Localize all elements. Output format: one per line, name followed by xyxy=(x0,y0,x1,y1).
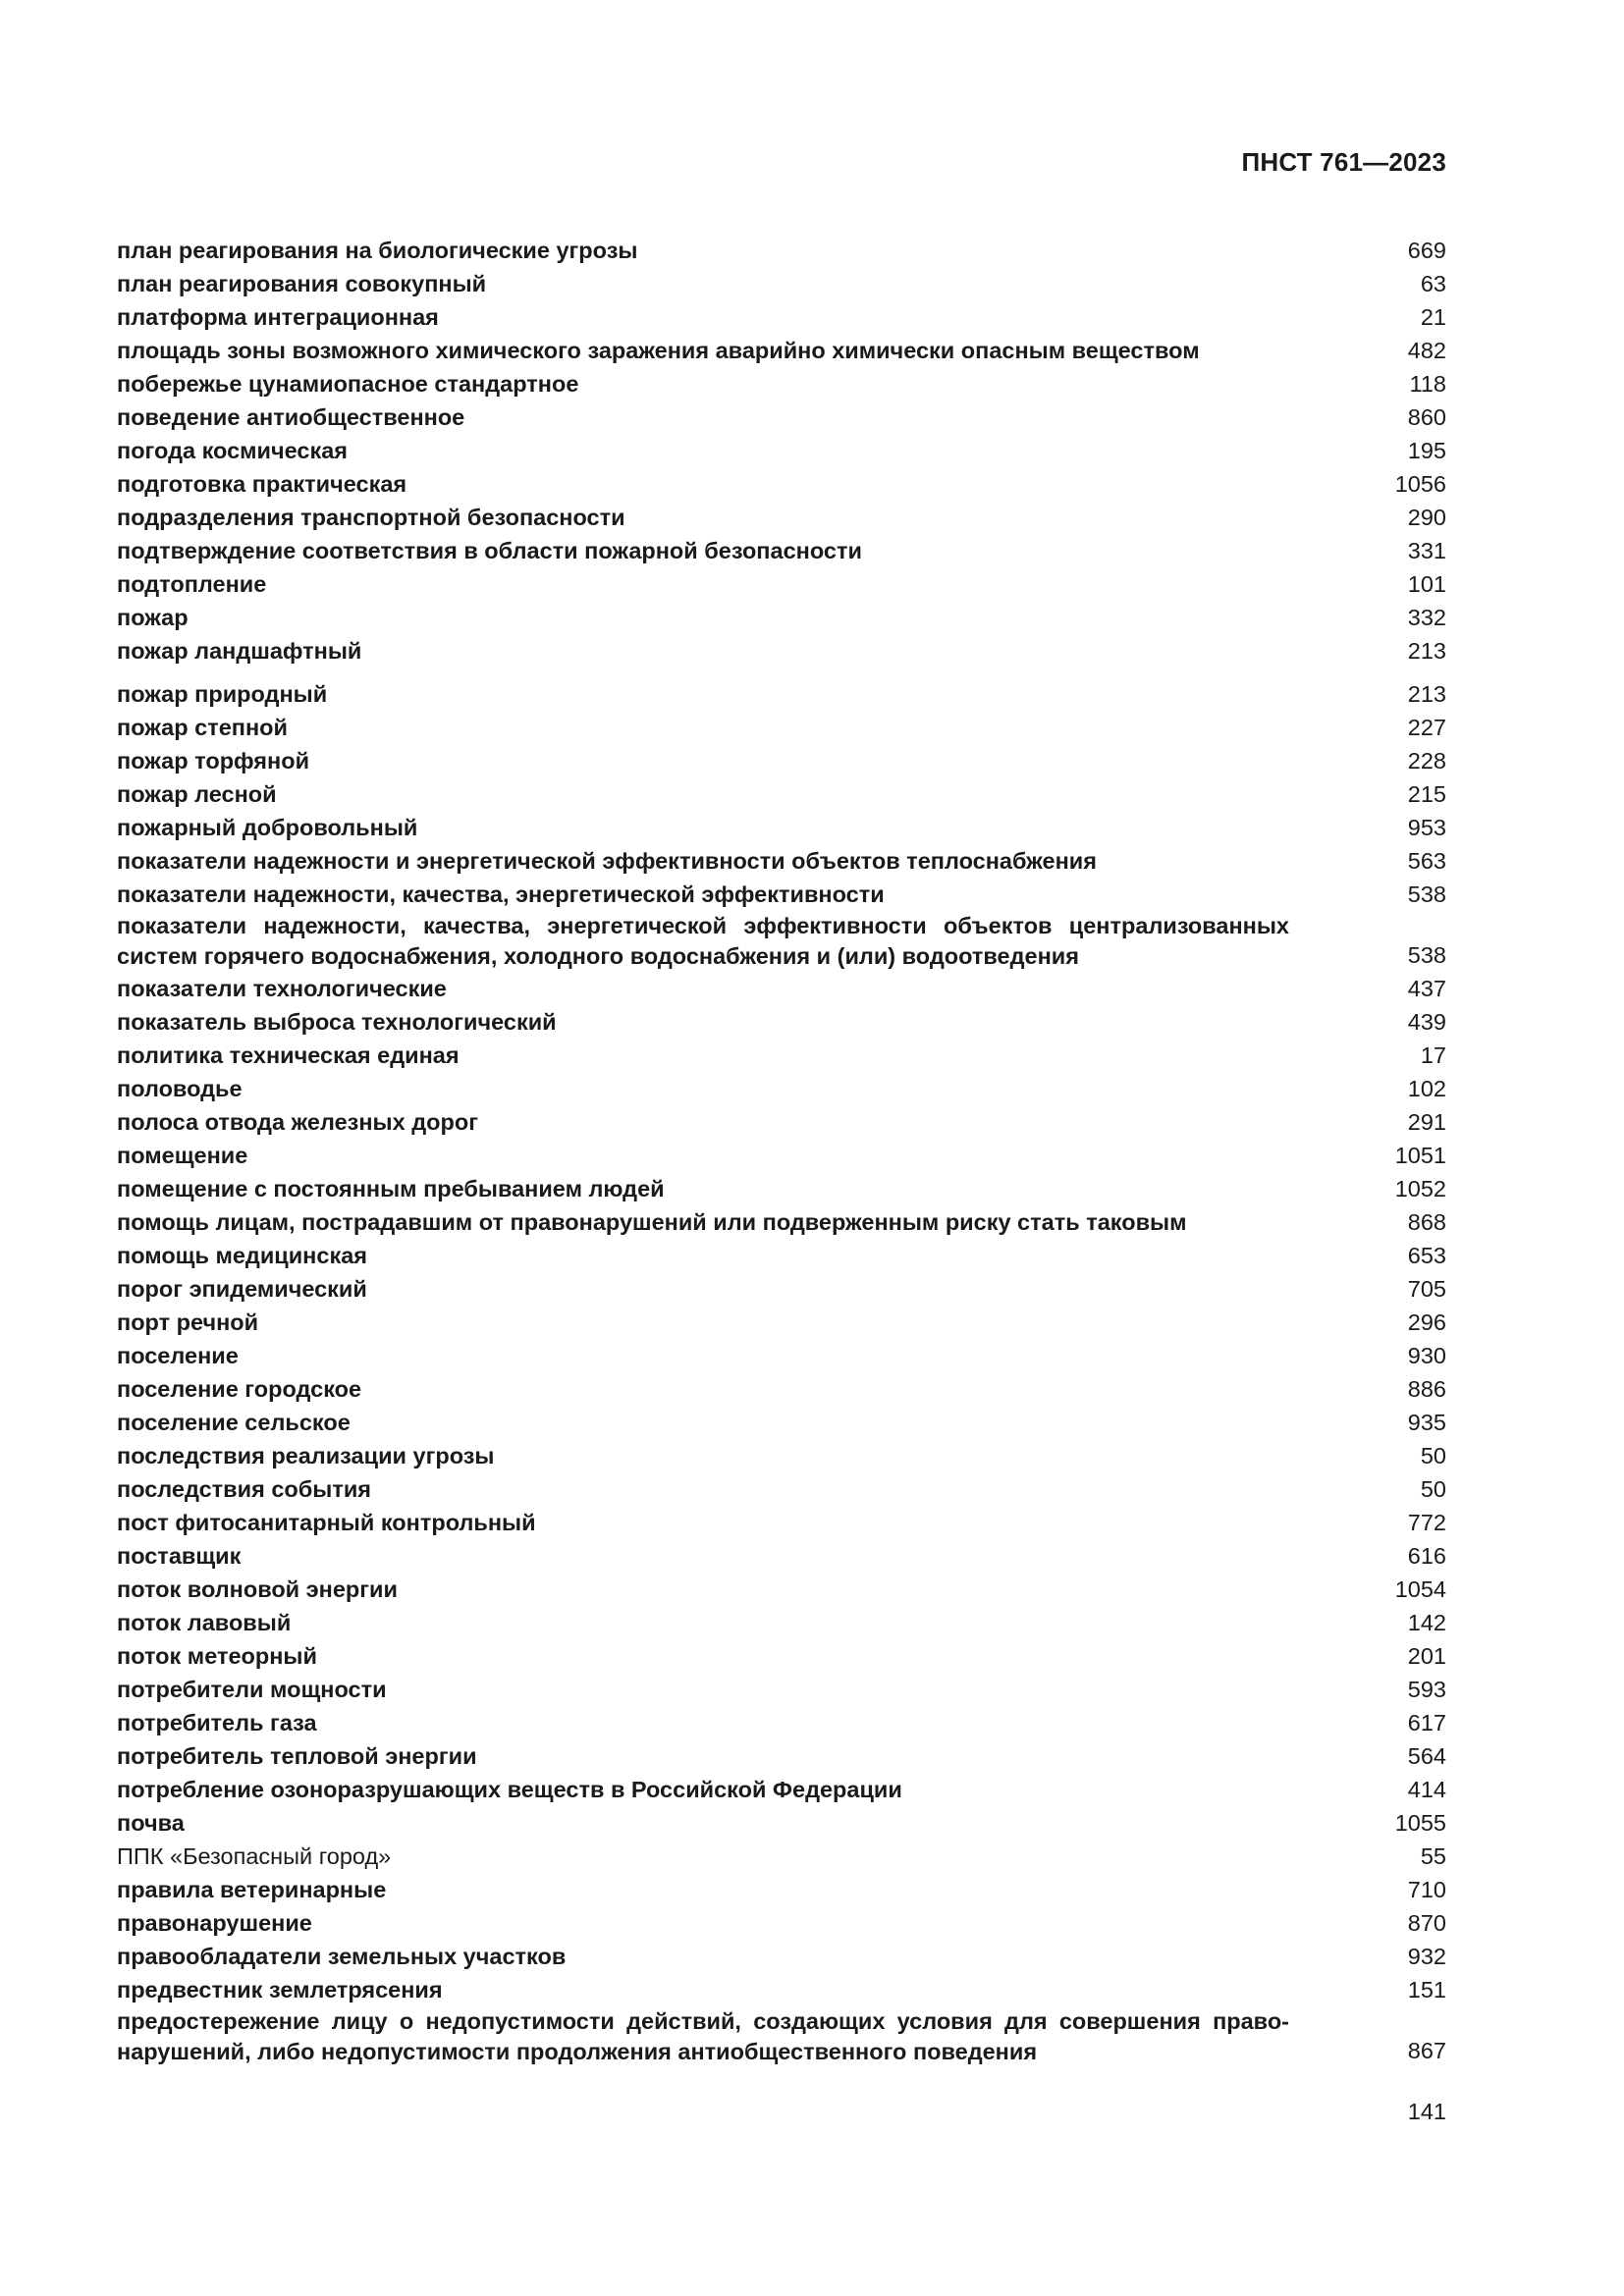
index-page-ref: 215 xyxy=(1407,781,1446,807)
index-term: пожарный добровольный xyxy=(117,815,418,840)
index-entry xyxy=(117,1773,1446,1806)
index-entry xyxy=(117,744,1446,777)
index-term: помещение xyxy=(117,1143,248,1168)
index-term: подготовка практическая xyxy=(117,471,407,497)
index-term: показатели надежности и энергетической эффективности объектов теплоснабжения xyxy=(117,848,1097,874)
index-term: помещение с постоянным пребыванием людей xyxy=(117,1176,665,1201)
index-entry xyxy=(117,1673,1446,1706)
index-entry xyxy=(117,1639,1446,1673)
index-term: подтверждение соответствия в области пожарной безопасности xyxy=(117,538,862,563)
index-page-ref: 63 xyxy=(1420,271,1446,296)
index-term: пожар ландшафтный xyxy=(117,638,362,664)
index-term: потребление озоноразрушающих веществ в Российской Федерации xyxy=(117,1777,902,1802)
index-page-ref: 932 xyxy=(1407,1944,1446,1969)
index-entry xyxy=(117,1606,1446,1639)
index-entry xyxy=(117,1306,1446,1339)
index-page-ref: 953 xyxy=(1407,815,1446,840)
index-page-ref: 50 xyxy=(1420,1476,1446,1502)
index-page-ref: 616 xyxy=(1407,1543,1446,1569)
index-page-ref: 55 xyxy=(1420,1843,1446,1869)
index-term: поселение городское xyxy=(117,1376,362,1402)
index-entry xyxy=(117,467,1446,501)
index-page-ref: 1051 xyxy=(1394,1143,1446,1168)
index-page-ref: 772 xyxy=(1407,1510,1446,1535)
index-page-ref: 437 xyxy=(1407,976,1446,1001)
index-term: пожар xyxy=(117,605,189,630)
index-term: платформа интеграционная xyxy=(117,304,439,330)
index-entry xyxy=(117,1439,1446,1472)
index-page-ref: 710 xyxy=(1407,1877,1446,1902)
index-page-ref: 1054 xyxy=(1394,1576,1446,1602)
index-entry xyxy=(117,1339,1446,1372)
index-term: площадь зоны возможного химического заражения аварийно химически опасным веществом xyxy=(117,338,1200,363)
index-entry xyxy=(117,601,1446,634)
index-term: помощь медицинская xyxy=(117,1243,367,1268)
index-entry xyxy=(117,777,1446,811)
index-term: поселение xyxy=(117,1343,239,1368)
index-term: пожар природный xyxy=(117,681,328,707)
index-entry xyxy=(117,1239,1446,1272)
index-term: предвестник землетрясения xyxy=(117,1977,443,2002)
index-entry xyxy=(117,677,1446,711)
subject-index xyxy=(117,234,1446,2067)
index-term: потребитель тепловой энергии xyxy=(117,1743,477,1769)
index-term: показатели надежности, качества, энергетической эффективности объектов централизованных систем горячего водоснабжения, холодного водоснабжения и (или) водоотведения xyxy=(117,913,1289,969)
index-page-ref: 227 xyxy=(1407,715,1446,740)
index-page-ref: 50 xyxy=(1420,1443,1446,1468)
index-entry xyxy=(117,234,1446,267)
index-page-ref: 414 xyxy=(1407,1777,1446,1802)
index-page-ref: 867 xyxy=(1407,2038,1446,2063)
index-page-ref: 868 xyxy=(1407,1209,1446,1235)
index-entry xyxy=(117,567,1446,601)
index-term: предостережение лицу о недопустимости действий, создающих условия для совершения право-нарушений, либо недопустимости продолжения антиобщественного поведения xyxy=(117,2008,1289,2064)
index-term: показатель выброса технологический xyxy=(117,1009,557,1035)
index-entry xyxy=(117,1573,1446,1606)
index-term: пожар торфяной xyxy=(117,748,310,774)
index-entry xyxy=(117,334,1446,367)
index-entry xyxy=(117,972,1446,1005)
index-page-ref: 102 xyxy=(1407,1076,1446,1101)
index-entry xyxy=(117,1539,1446,1573)
index-term: поток волновой энергии xyxy=(117,1576,398,1602)
index-page-ref: 201 xyxy=(1407,1643,1446,1669)
index-entry xyxy=(117,1205,1446,1239)
index-term: подразделения транспортной безопасности xyxy=(117,505,625,530)
index-page-ref: 439 xyxy=(1407,1009,1446,1035)
index-entry xyxy=(117,1940,1446,1973)
index-page-ref: 617 xyxy=(1407,1710,1446,1735)
index-term: поведение антиобщественное xyxy=(117,404,465,430)
document-code: ПНСТ 761—2023 xyxy=(1241,147,1446,177)
index-entry xyxy=(117,911,1446,972)
index-entry xyxy=(117,1005,1446,1039)
index-page-ref: 860 xyxy=(1407,404,1446,430)
index-page-ref: 886 xyxy=(1407,1376,1446,1402)
index-page-ref: 705 xyxy=(1407,1276,1446,1302)
index-page-ref: 290 xyxy=(1407,505,1446,530)
index-term: политика техническая единая xyxy=(117,1042,460,1068)
index-page-ref: 930 xyxy=(1407,1343,1446,1368)
index-term: правила ветеринарные xyxy=(117,1877,387,1902)
index-term: помощь лицам, пострадавшим от правонарушений или подверженным риску стать таковым xyxy=(117,1209,1187,1235)
index-page-ref: 1055 xyxy=(1394,1810,1446,1836)
index-page-ref: 482 xyxy=(1407,338,1446,363)
index-term: полоса отвода железных дорог xyxy=(117,1109,478,1135)
index-entry xyxy=(117,634,1446,667)
index-term: план реагирования на биологические угрозы xyxy=(117,238,638,263)
index-term: порт речной xyxy=(117,1309,259,1335)
index-term: показатели технологические xyxy=(117,976,447,1001)
index-entry xyxy=(117,1506,1446,1539)
index-term: подтопление xyxy=(117,571,267,597)
index-term: план реагирования совокупный xyxy=(117,271,487,296)
index-entry xyxy=(117,1739,1446,1773)
index-page-ref: 118 xyxy=(1409,371,1446,397)
index-page-ref: 593 xyxy=(1407,1677,1446,1702)
index-term: потребитель газа xyxy=(117,1710,317,1735)
index-entry xyxy=(117,811,1446,844)
index-entry xyxy=(117,2006,1446,2067)
index-page-ref: 101 xyxy=(1407,571,1446,597)
index-entry xyxy=(117,1406,1446,1439)
index-term: пожар лесной xyxy=(117,781,277,807)
index-page-ref: 669 xyxy=(1407,238,1446,263)
index-page-ref: 653 xyxy=(1407,1243,1446,1268)
index-entry xyxy=(117,400,1446,434)
index-term: половодье xyxy=(117,1076,243,1101)
index-page-ref: 1056 xyxy=(1394,471,1446,497)
index-page-ref: 142 xyxy=(1407,1610,1446,1635)
index-page-ref: 213 xyxy=(1407,638,1446,664)
index-page-ref: 332 xyxy=(1407,605,1446,630)
index-page-ref: 17 xyxy=(1420,1042,1446,1068)
index-entry xyxy=(117,1873,1446,1906)
index-entry xyxy=(117,300,1446,334)
index-page-ref: 228 xyxy=(1407,748,1446,774)
index-term: поток метеорный xyxy=(117,1643,317,1669)
index-page-ref: 563 xyxy=(1407,848,1446,874)
index-page-ref: 538 xyxy=(1407,881,1446,907)
index-term: поселение сельское xyxy=(117,1410,351,1435)
page-number: 141 xyxy=(1407,2099,1446,2124)
index-entry xyxy=(117,1039,1446,1072)
index-term: погода космическая xyxy=(117,438,348,463)
index-page-ref: 213 xyxy=(1407,681,1446,707)
index-entry xyxy=(117,534,1446,567)
index-term: почва xyxy=(117,1810,185,1836)
index-page-ref: 291 xyxy=(1407,1109,1446,1135)
index-term: показатели надежности, качества, энергетической эффективности xyxy=(117,881,885,907)
index-entry xyxy=(117,1172,1446,1205)
index-term: правонарушение xyxy=(117,1910,312,1936)
index-term: последствия реализации угрозы xyxy=(117,1443,495,1468)
index-term: правообладатели земельных участков xyxy=(117,1944,567,1969)
index-page-ref: 296 xyxy=(1407,1309,1446,1335)
index-term: потребители мощности xyxy=(117,1677,387,1702)
index-page-ref: 564 xyxy=(1407,1743,1446,1769)
index-term: пожар степной xyxy=(117,715,288,740)
index-page-ref: 331 xyxy=(1407,538,1446,563)
index-term: поставщик xyxy=(117,1543,242,1569)
index-page-ref: 21 xyxy=(1420,304,1446,330)
index-page-ref: 1052 xyxy=(1394,1176,1446,1201)
index-entry xyxy=(117,1272,1446,1306)
index-entry xyxy=(117,267,1446,300)
index-term: последствия события xyxy=(117,1476,371,1502)
index-entry xyxy=(117,711,1446,744)
index-page-ref: 538 xyxy=(1407,942,1446,968)
index-entry xyxy=(117,1840,1446,1873)
index-term: пост фитосанитарный контрольный xyxy=(117,1510,536,1535)
index-entry xyxy=(117,1105,1446,1139)
index-term: порог эпидемический xyxy=(117,1276,367,1302)
index-entry xyxy=(117,1472,1446,1506)
index-entry xyxy=(117,878,1446,911)
index-entry xyxy=(117,1139,1446,1172)
index-entry xyxy=(117,844,1446,878)
index-entry xyxy=(117,1706,1446,1739)
index-entry xyxy=(117,1072,1446,1105)
index-entry xyxy=(117,434,1446,467)
index-page-ref: 870 xyxy=(1407,1910,1446,1936)
index-entry xyxy=(117,1906,1446,1940)
index-page-ref: 935 xyxy=(1407,1410,1446,1435)
index-entry xyxy=(117,1806,1446,1840)
index-term: побережье цунамиопасное стандартное xyxy=(117,371,579,397)
index-page-ref: 195 xyxy=(1407,438,1446,463)
index-entry xyxy=(117,1973,1446,2006)
index-page-ref: 151 xyxy=(1407,1977,1446,2002)
index-term: ППК «Безопасный город» xyxy=(117,1843,392,1869)
index-entry xyxy=(117,367,1446,400)
index-term: поток лавовый xyxy=(117,1610,292,1635)
index-entry xyxy=(117,501,1446,534)
index-entry xyxy=(117,1372,1446,1406)
